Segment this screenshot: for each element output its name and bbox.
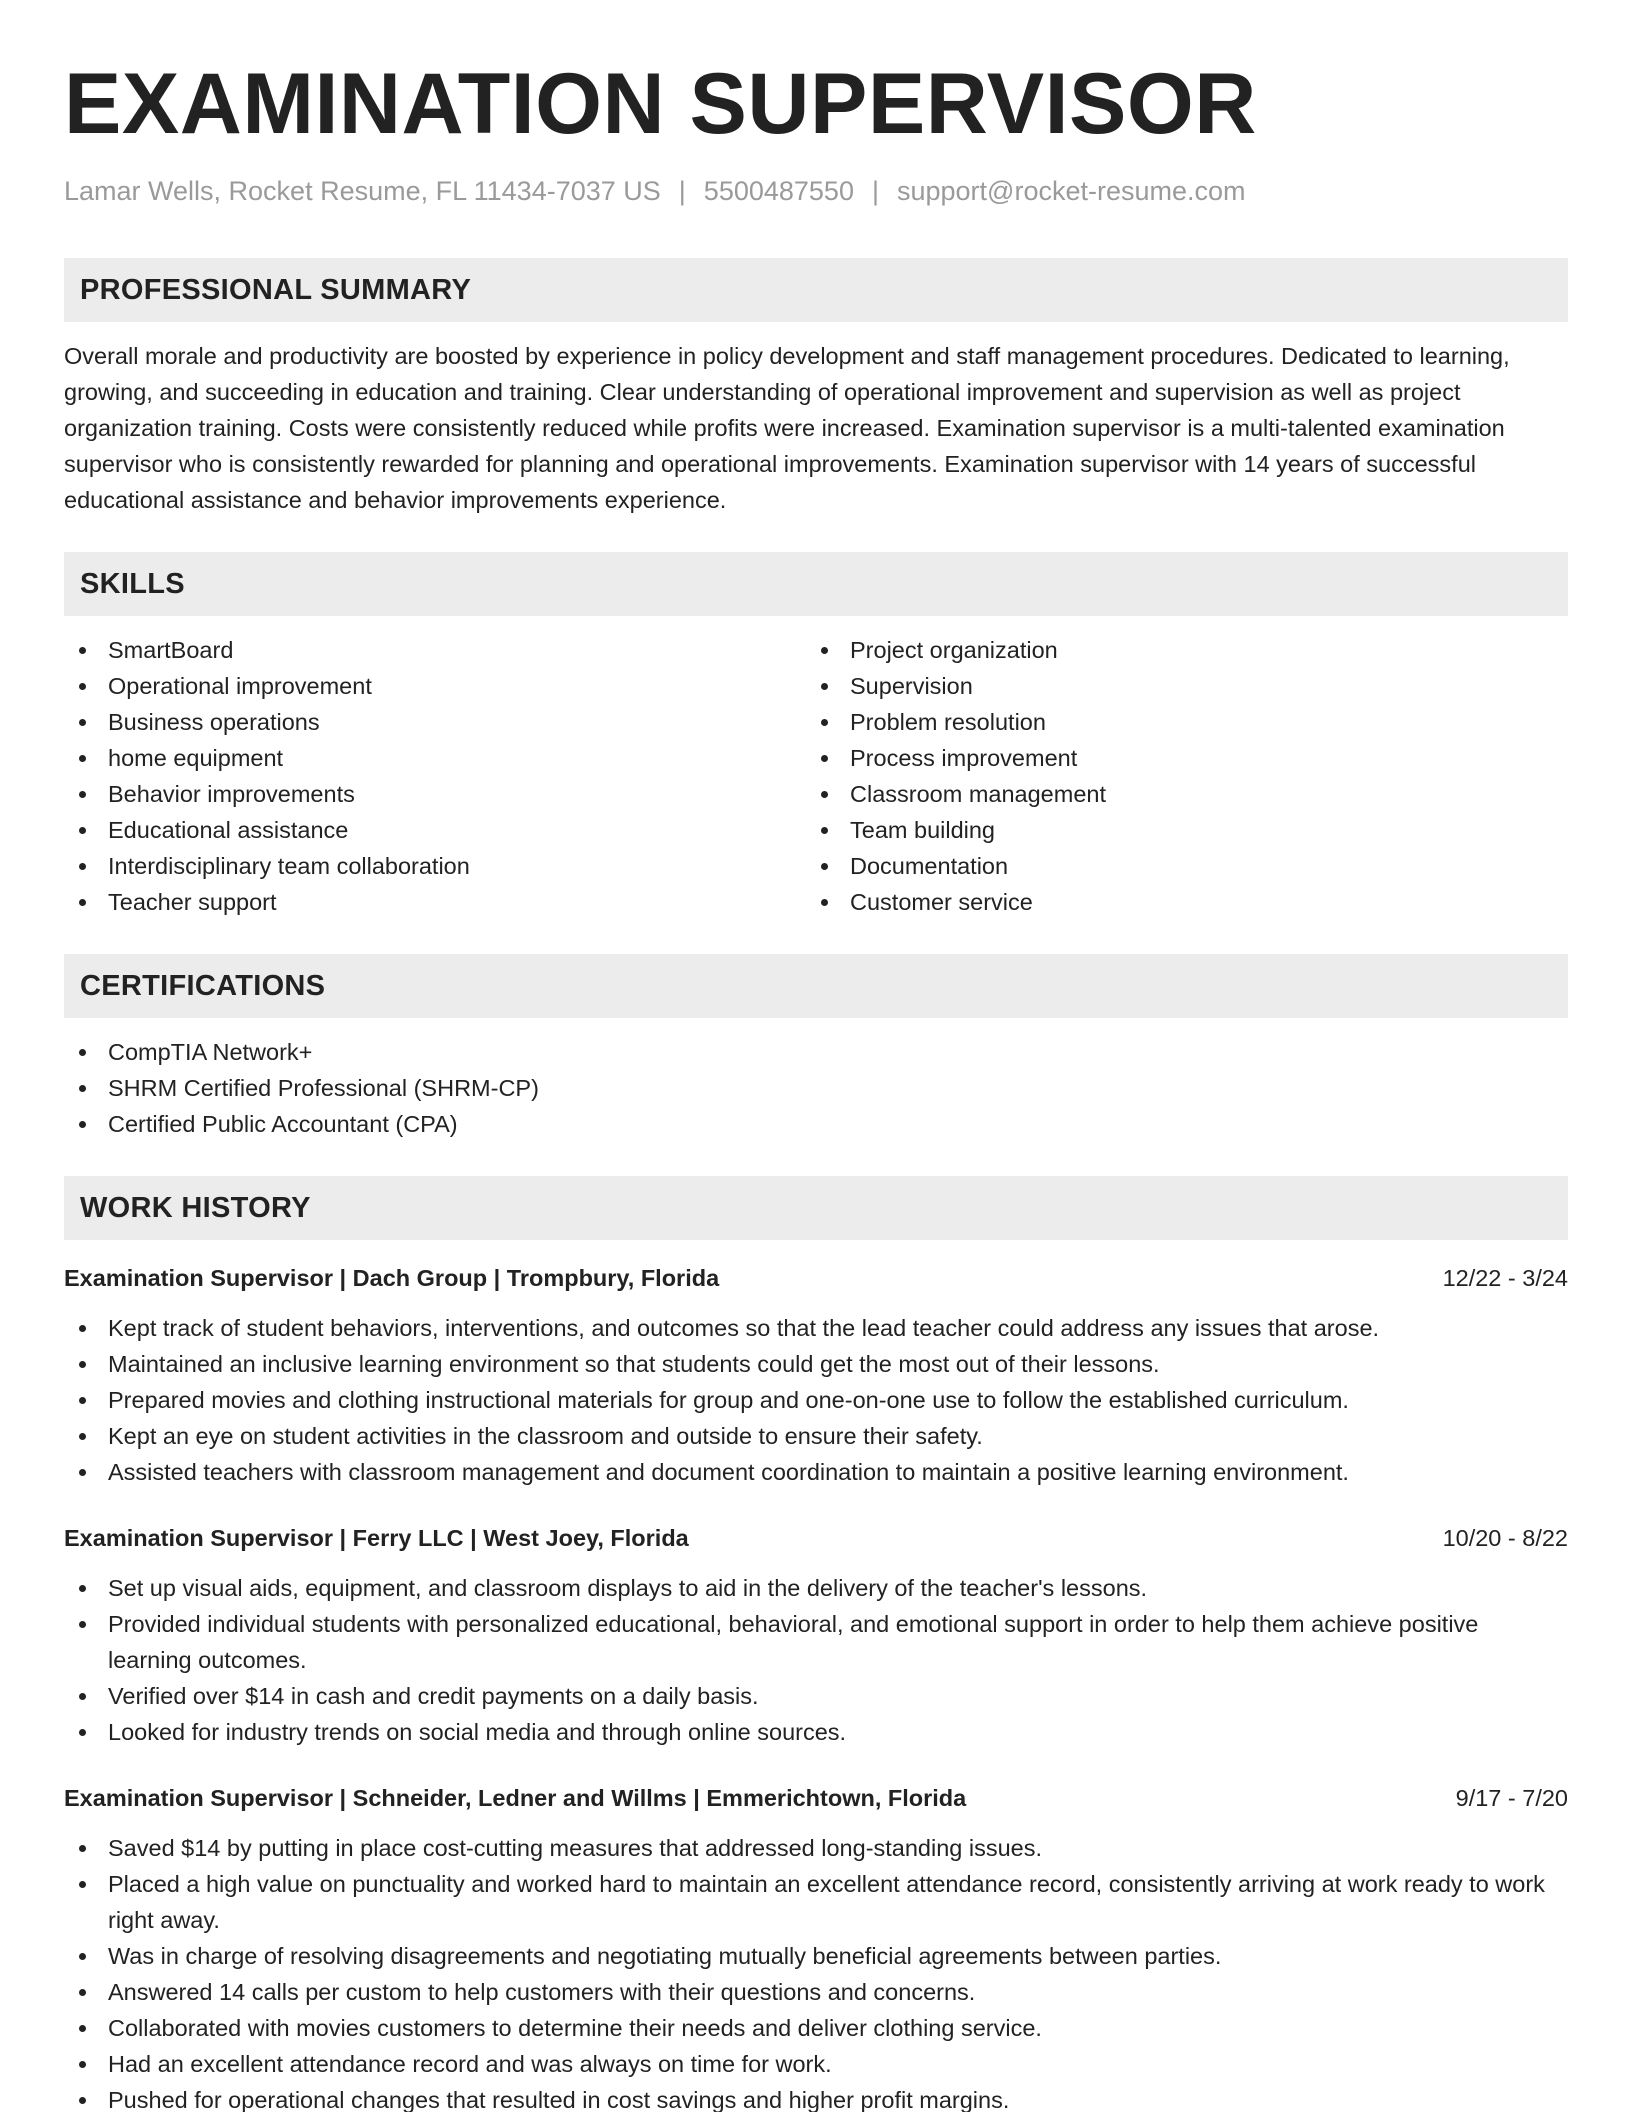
job-header [64, 1780, 1568, 1816]
job-bullet: Looked for industry trends on social media and through online sources. [64, 1714, 1568, 1750]
certification-item: CompTIA Network+ [64, 1034, 1568, 1070]
job-header [64, 1260, 1568, 1296]
skills-grid [64, 632, 1568, 920]
skill-item: Documentation [806, 848, 1548, 884]
job-dates: 9/17 - 7/20 [1455, 1785, 1568, 1811]
job-title: Examination Supervisor | Dach Group | Trompbury, Florida [64, 1265, 720, 1291]
contact-separator: | [871, 176, 879, 206]
job-title: Examination Supervisor | Schneider, Ledner and Willms | Emmerichtown, Florida [64, 1785, 967, 1811]
contact-line [64, 174, 1568, 208]
job-entry [64, 1780, 1568, 2112]
job-bullet: Collaborated with movies customers to determine their needs and deliver clothing service. [64, 2010, 1568, 2046]
job-bullet: Verified over $14 in cash and credit payments on a daily basis. [64, 1678, 1568, 1714]
job-dates: 12/22 - 3/24 [1442, 1265, 1568, 1291]
summary-text: Overall morale and productivity are boosted by experience in policy development and staff management procedures. Dedicated to learning, growing, and succeeding in education and training. Clear understanding of operational improvement and supervision as well as project organization training. Costs were consistently reduced while profits were increased. Examination supervisor is a multi-talented examination supervisor who is consistently rewarded for planning and operational improvements. Examination supervisor with 14 years of successful educational assistance and behavior improvements experience. [64, 343, 1510, 513]
certification-item: SHRM Certified Professional (SHRM-CP) [64, 1070, 1568, 1106]
contact-address: Lamar Wells, Rocket Resume, FL 11434-7037 US [64, 176, 661, 206]
job-bullet: Placed a high value on punctuality and worked hard to maintain an excellent attendance record, consistently arriving at work ready to work right away. [64, 1866, 1568, 1938]
job-bullet: Provided individual students with personalized educational, behavioral, and emotional support in order to help them achieve positive learning outcomes. [64, 1606, 1568, 1678]
certification-item: Certified Public Accountant (CPA) [64, 1106, 1568, 1142]
skill-item: Team building [806, 812, 1548, 848]
professional-summary-section [64, 258, 1568, 518]
job-bullet: Prepared movies and clothing instructional materials for group and one-on-one use to follow the established curriculum. [64, 1382, 1568, 1418]
job-bullets [64, 1830, 1568, 2112]
job-bullet: Had an excellent attendance record and was always on time for work. [64, 2046, 1568, 2082]
job-bullet: Assisted teachers with classroom management and document coordination to maintain a positive learning environment. [64, 1454, 1568, 1490]
job-bullet: Maintained an inclusive learning environment so that students could get the most out of their lessons. [64, 1346, 1568, 1382]
skill-item: Educational assistance [64, 812, 806, 848]
skill-item: Project organization [806, 632, 1548, 668]
job-bullets [64, 1570, 1568, 1750]
jobs-list [64, 1260, 1568, 2112]
section-heading-work-history: WORK HISTORY [64, 1176, 1568, 1240]
contact-email[interactable]: support@rocket-resume.com [896, 176, 1246, 206]
contact-phone: 5500487550 [703, 176, 854, 206]
skill-item: Teacher support [64, 884, 806, 920]
section-heading-certifications: CERTIFICATIONS [64, 954, 1568, 1018]
job-dates: 10/20 - 8/22 [1442, 1525, 1568, 1551]
skill-item: Operational improvement [64, 668, 806, 704]
skill-item: SmartBoard [64, 632, 806, 668]
skill-item: Business operations [64, 704, 806, 740]
skill-item: Behavior improvements [64, 776, 806, 812]
section-heading-skills: SKILLS [64, 552, 1568, 616]
certifications-section [64, 954, 1568, 1142]
skill-item: home equipment [64, 740, 806, 776]
job-bullet: Answered 14 calls per custom to help customers with their questions and concerns. [64, 1974, 1568, 2010]
skill-item: Interdisciplinary team collaboration [64, 848, 806, 884]
section-heading-summary: PROFESSIONAL SUMMARY [64, 258, 1568, 322]
skills-list-right [806, 632, 1548, 920]
contact-separator: | [678, 176, 686, 206]
work-history-section [64, 1176, 1568, 2112]
job-bullet: Was in charge of resolving disagreements and negotiating mutually beneficial agreements between parties. [64, 1938, 1568, 1974]
job-bullet: Kept track of student behaviors, interventions, and outcomes so that the lead teacher could address any issues that arose. [64, 1310, 1568, 1346]
job-bullets [64, 1310, 1568, 1490]
job-bullet: Set up visual aids, equipment, and classroom displays to aid in the delivery of the teacher's lessons. [64, 1570, 1568, 1606]
certifications-list [64, 1034, 1568, 1142]
skill-item: Supervision [806, 668, 1548, 704]
skill-item: Classroom management [806, 776, 1548, 812]
skills-section [64, 552, 1568, 920]
skill-item: Problem resolution [806, 704, 1548, 740]
skill-item: Customer service [806, 884, 1548, 920]
job-entry [64, 1260, 1568, 1490]
job-bullet: Saved $14 by putting in place cost-cutting measures that addressed long-standing issues. [64, 1830, 1568, 1866]
job-header [64, 1520, 1568, 1556]
job-bullet: Kept an eye on student activities in the classroom and outside to ensure their safety. [64, 1418, 1568, 1454]
job-bullet: Pushed for operational changes that resulted in cost savings and higher profit margins. [64, 2082, 1568, 2112]
skill-item: Process improvement [806, 740, 1548, 776]
resume-title: EXAMINATION SUPERVISOR [64, 56, 1257, 152]
job-entry [64, 1520, 1568, 1750]
skills-list-left [64, 632, 806, 920]
job-title: Examination Supervisor | Ferry LLC | West Joey, Florida [64, 1525, 689, 1551]
